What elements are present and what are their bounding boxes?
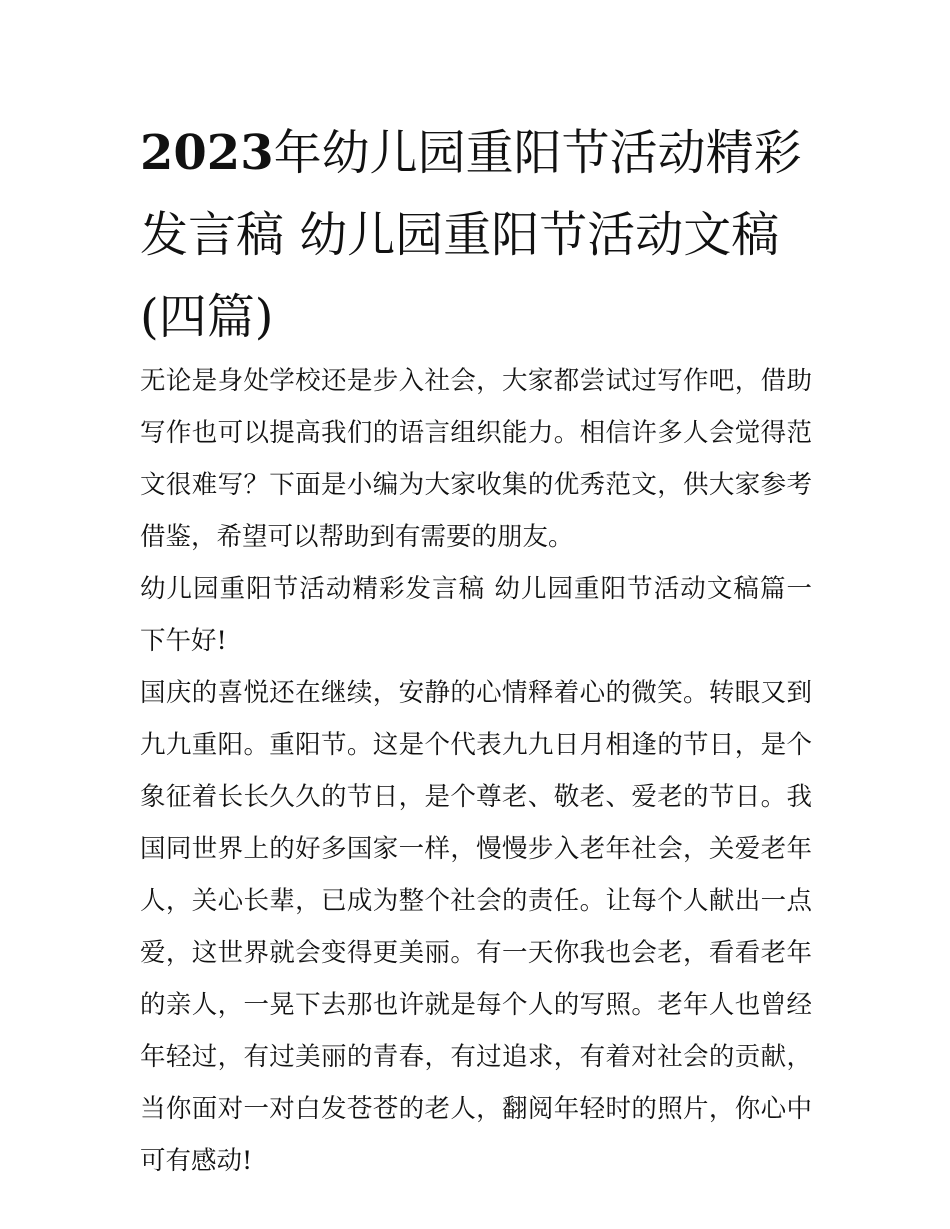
document-title [140,112,820,358]
speech-paragraph: 国庆的喜悦还在继续，安静的心情释着心的微笑。转眼又到九九重阳。重阳节。这是个代表九九日月相逢的节日，是个象征着长长久久的节日，是个尊老、敬老、爱老的节日。我国同世界上的好多国家一样，慢慢步入老年社会，关爱老年人，关心长辈，已成为整个社会的责任。让每个人献出一点爱，这世界就会变得更美丽。有一天你我也会老，看看老年的亲人，一晃下去那也许就是每个人的写照。老年人也曾经年轻过，有过美丽的青春，有过追求，有着对社会的贡献，当你面对一对白发苍苍的老人，翻阅年轻时的照片，你心中可有感动! [140,678,812,1176]
section-heading-paragraph: 幼儿园重阳节活动精彩发言稿 幼儿园重阳节活动文稿篇一 下午好! [140,574,812,656]
title-text: 年幼儿园重阳节活动精彩发言稿 幼儿园重阳节活动文稿(四篇) [140,125,802,345]
document-body [140,355,812,1187]
title-year: 2023 [140,125,274,181]
intro-paragraph: 无论是身处学校还是步入社会，大家都尝试过写作吧，借助写作也可以提高我们的语言组织能力。相信许多人会觉得范文很难写？下面是小编为大家收集的优秀范文，供大家参考借鉴，希望可以帮助到有需要的朋友。 [140,366,812,552]
